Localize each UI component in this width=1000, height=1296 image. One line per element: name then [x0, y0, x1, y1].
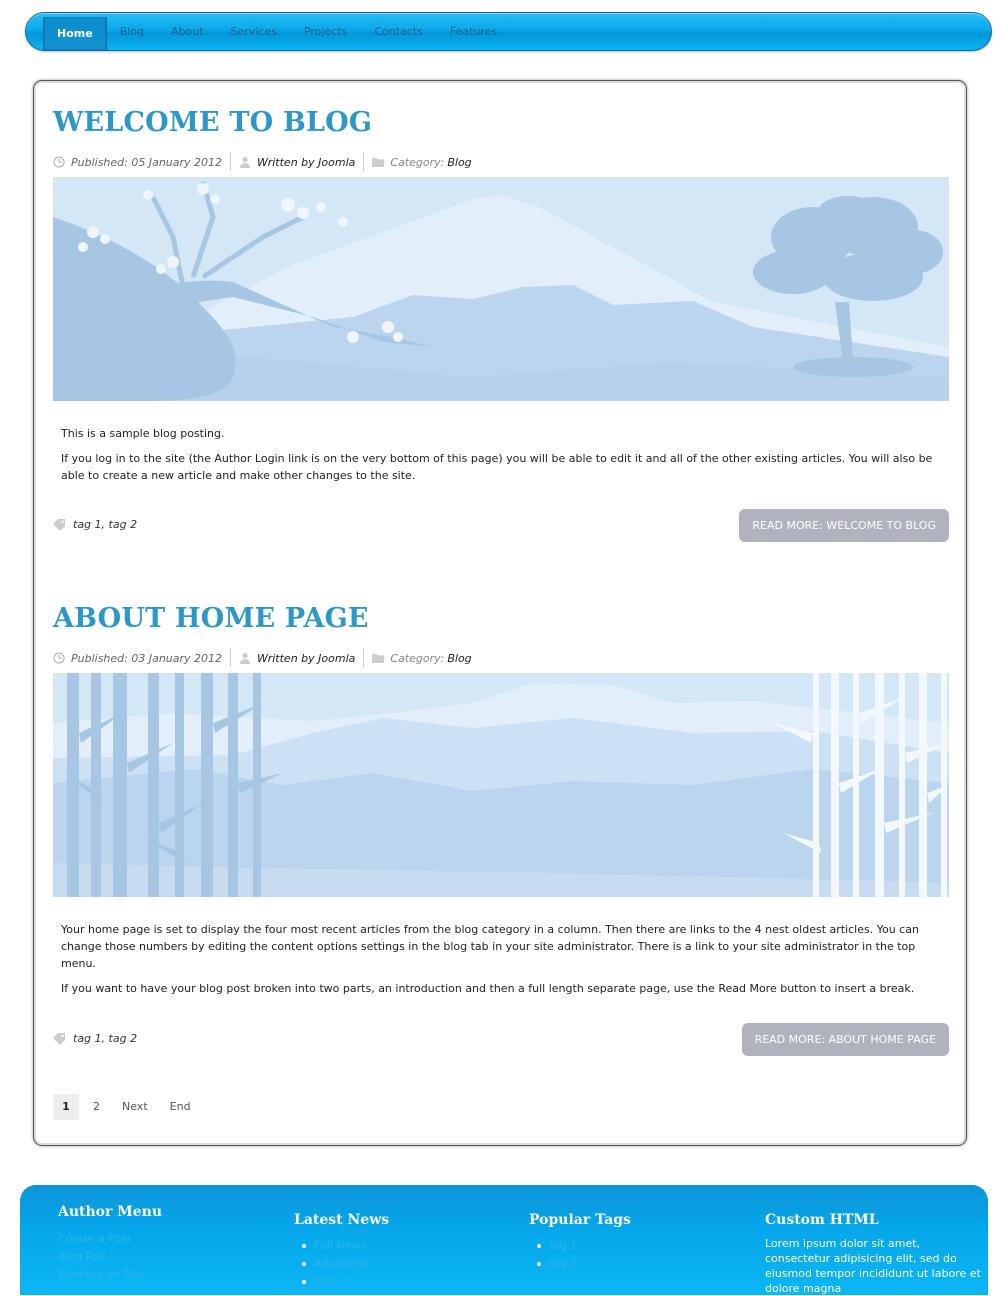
footer-heading: Latest News [294, 1212, 390, 1228]
read-more-button[interactable]: READ MORE: WELCOME TO BLOG [739, 509, 949, 542]
article-image-bamboo-mountain [53, 673, 949, 897]
tag-link[interactable]: tag 2 [108, 1032, 138, 1045]
article-meta [53, 153, 949, 171]
nav-item-contacts[interactable]: Contacts [374, 25, 423, 38]
published-date: Published: 05 January 2012 [71, 155, 223, 169]
clock-icon [53, 156, 65, 168]
read-more-button[interactable]: READ MORE: ABOUT HOME PAGE [742, 1023, 949, 1056]
site-footer [20, 1185, 988, 1295]
article-image-cherry-blossom-mountain [53, 177, 949, 401]
footer-popular-tags [529, 1212, 631, 1273]
nav-item-home[interactable]: Home [43, 17, 107, 50]
category-link[interactable]: Blog [447, 155, 472, 169]
footer-author-menu [58, 1204, 162, 1284]
tag-separator: , [101, 518, 109, 531]
tag-link[interactable]: tag 2 [108, 518, 138, 531]
article-paragraph: This is a sample blog posting. [61, 427, 225, 440]
article-footer [53, 509, 949, 543]
article-title[interactable]: WELCOME TO BLOG [53, 107, 373, 138]
nav-item-projects[interactable]: Projects [303, 25, 348, 38]
user-icon [239, 652, 251, 664]
footer-menu-item[interactable]: Working on Site [58, 1268, 145, 1281]
main-navigation [25, 12, 992, 51]
article-meta [53, 649, 949, 667]
article-body [53, 425, 949, 484]
footer-tag-item[interactable]: tag 2 [529, 1255, 631, 1273]
clock-icon [53, 652, 65, 664]
footer-latest-news [294, 1212, 389, 1291]
folder-icon [372, 156, 384, 168]
footer-news-item[interactable]: Full News [294, 1237, 389, 1255]
footer-heading: Popular Tags [529, 1212, 631, 1228]
blog-article [53, 106, 949, 543]
footer-heading: Author Menu [58, 1204, 163, 1220]
content-panel [33, 80, 967, 1146]
footer-tag-item[interactable]: tag 1 [529, 1237, 631, 1255]
article-tags [53, 518, 137, 531]
user-icon [239, 156, 251, 168]
nav-item-about[interactable]: About [171, 25, 204, 38]
nav-item-blog[interactable]: Blog [119, 25, 145, 38]
article-paragraph: Your home page is set to display the four most recent articles from the blog category in a column. Then there are links to the 4 nest oldest articles. You can change those numbers by editing the content options settings in the blog tab in your site administrator. There is a link to your site administrator in the top menu. [61, 923, 919, 970]
page-2-link[interactable]: 2 [93, 1100, 100, 1113]
page-current: 1 [53, 1094, 79, 1120]
article-paragraph: If you want to have your blog post broken into two parts, an introduction and then a full length separate page, use the Read More button to insert a break. [61, 982, 915, 995]
footer-menu-item[interactable]: Blog Roll [58, 1250, 106, 1263]
article-paragraph: If you log in to the site (the Author Login link is on the very bottom of this page) you will be able to edit it and all of the other existing articles. You will also be able to create a new article and make other changes to the site. [61, 452, 933, 482]
pagination [53, 1094, 199, 1120]
footer-menu-item[interactable]: Create a Post [58, 1232, 132, 1245]
category-label: Category: [390, 155, 445, 169]
article-title[interactable]: ABOUT HOME PAGE [53, 603, 369, 634]
tag-icon [53, 1033, 67, 1045]
footer-custom-html [765, 1212, 985, 1296]
tag-separator: , [101, 1032, 109, 1045]
tag-link[interactable]: tag 1 [73, 1032, 102, 1045]
tag-icon [53, 519, 67, 531]
category-label: Category: [390, 651, 445, 665]
footer-custom-text: Lorem ipsum dolor sit amet, consectetur adipisicing elit, sed do eiusmod tempor incididunt ut labore et dolore magna [765, 1237, 981, 1295]
article-tags [53, 1032, 137, 1045]
next-page-link[interactable]: Next [122, 1100, 148, 1113]
folder-icon [372, 652, 384, 664]
footer-news-item[interactable]: Additional [294, 1255, 389, 1273]
footer-heading: Custom HTML [765, 1212, 879, 1228]
tag-link[interactable]: tag 1 [73, 518, 102, 531]
end-page-link[interactable]: End [169, 1100, 191, 1113]
article-footer [53, 1023, 949, 1057]
footer-news-item[interactable]: Item 3 [294, 1273, 389, 1291]
category-link[interactable]: Blog [447, 651, 472, 665]
nav-item-features[interactable]: Features [449, 25, 498, 38]
nav-item-services[interactable]: Services [230, 25, 277, 38]
article-body [53, 921, 949, 997]
blog-article [53, 602, 949, 1057]
published-date: Published: 03 January 2012 [71, 651, 223, 665]
author: Written by Joomla [257, 155, 356, 169]
author: Written by Joomla [257, 651, 356, 665]
